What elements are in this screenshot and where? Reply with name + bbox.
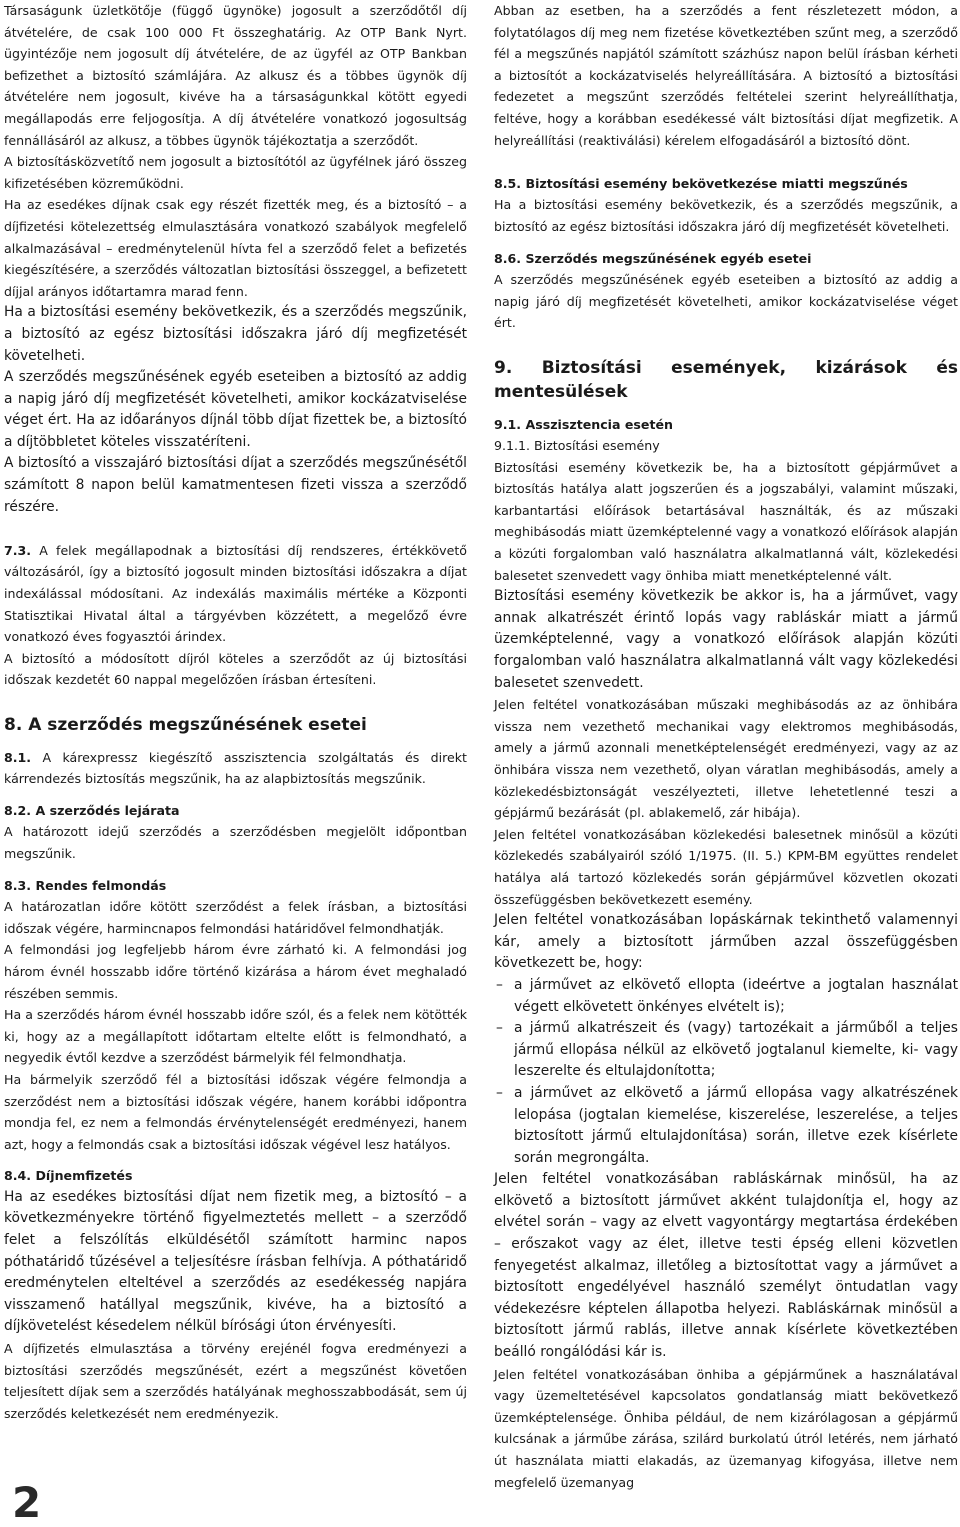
section-8-1-number: 8.1.: [4, 749, 32, 765]
paragraph-refund: A biztosító a visszajáró biztosítási díjat a szerződés megszűnésétől számított 8 napon belül kamatmentesen fizeti vissza a szerződő részére.: [4, 455, 467, 515]
section-8-3-heading: 8.3. Rendes felmondás: [4, 877, 167, 893]
section-8-4-paragraph-2: A díjfizetés elmulasztása a törvény erejénél fogva eredményezi a biztosítási szerződés megszűnését, ezért a megszűnést követően teljesített díjak sem a szerződés hatályának meghosszabbodását, sem új szerződés keletkezését nem eredményezik.: [4, 1341, 467, 1421]
left-column: [4, 0, 467, 1424]
section-8-2-heading: 8.2. A szerződés lejárata: [4, 802, 180, 818]
page-number: 2: [12, 1478, 42, 1527]
section-8-5-heading: 8.5. Biztosítási esemény bekövetkezése miatti megszűnés: [494, 175, 908, 191]
section-8-2-text: A határozott idejű szerződés a szerződésben megjelölt időpontban megszűnik.: [4, 824, 467, 861]
section-8-5-text: Ha a biztosítási esemény bekövetkezik, és a szerződés megszűnik, a biztosító az egész biztosítási időszakra járó díj megfizetését követelheti.: [494, 197, 958, 234]
section-9-1-heading: 9.1. Asszisztencia esetén: [494, 416, 673, 432]
list-item: – a járművet az elkövető a jármű ellopása vagy alkatrészének lelopása (jogtalan kiemelése, kiszerelése, leszerelése, a teljes biztosított jármű eltulajdonítása) során, illetve ezek kísérlete során megrongálta.: [494, 1083, 958, 1169]
section-9-1-1-paragraph-3: Jelen feltétel vonatkozásában műszaki meghibásodás az az önhibára vissza nem vezethető mechanikai vagy elektromos meghibásodás, amely a jármű azonnali menetképtelenségét eredményezi, vagy az az önhibára vissza nem vezethető, olyan váratlan meghibásodás, amely a közlekedésbiztonságát veszélyezteti, illetve lehetetlenné teszi a gépjármű bezárását (pl. ablakemelő, zár hibája).: [494, 697, 958, 821]
paragraph-insured-event: Ha a biztosítási esemény bekövetkezik, és a szerződés megszűnik, a biztosító az egész biztosítási időszakra járó díj megfizetését követelheti.: [4, 304, 467, 364]
section-8-3-paragraph-2: A felmondási jog legfeljebb három évre zárható ki. A felmondási jog három évnél hosszabb időre történő kizárása a három évet meghaladó részében semmis.: [4, 942, 467, 1001]
paragraph-reactivation: Abban az esetben, ha a szerződés a fent részletezett módon, a folytatólagos díj meg nem fizetése következtében szűnt meg, a szerződő fél a megszűnés napjától számított százhúsz napon belül írásban kérheti a biztosítót a kockázatviselés helyreállítására. A biztosító a biztosítási fedezetet a megszűnt szerződés feltételei szerint helyreállíthatja, feltéve, hogy a korábban esedékessé vált biztosítási díjat megfizetik. A helyreállítási (reaktiválási) kérelem elfogadásáról a biztosító dönt.: [494, 3, 958, 148]
theft-damage-list: [494, 975, 958, 1169]
section-8-1: [4, 747, 467, 790]
paragraph-intermediary: A biztosításközvetítő nem jogosult a biztosítótól az ügyfélnek járó összeg kifizetésében közreműködni.: [4, 154, 467, 191]
section-7-3-paragraph-2: A biztosító a módosított díjról köteles a szerződőt az új biztosítási időszak kezdetét 60 nappal megelőzően írásban értesíteni.: [4, 650, 467, 688]
section-8-3-paragraph-1: A határozatlan időre kötött szerződést a felek írásban, a biztosítási időszak végére, harmincnapos felmondási határidővel felmondhatják.: [4, 899, 467, 936]
section-9-1-1-paragraph-4: Jelen feltétel vonatkozásában közlekedési balesetnek minősül a közúti közlekedés szabályairól szóló 1/1975. (II. 5.) KPM-BM együttes rendelet hatálya alá tartozó közlekedés során gépjárművel közvetlen okozati összefüggésben bekövetkezett esemény.: [494, 826, 958, 907]
section-9-1-1-paragraph-7: Jelen feltétel vonatkozásában önhiba a gépjárműnek a használatával vagy üzemeltetésével kapcsolatos gondatlanság miatt bekövetkező üzemképtelensége. Önhiba például, de nem kizárólagosan a gépjármű kulcsának a járműbe zárása, szilárd burkolatú útról letérés, nem járható út használata miatti elakadás, az üzemanyag kifogyása, illetve nem megfelelő üzemanyag: [494, 1366, 958, 1490]
section-8-1-text: A kárexpressz kiegészítő asszisztencia szolgáltatás és direkt kárrendezés biztosítás megszűnik, ha az alapbiztosítás megszűnik.: [4, 749, 467, 787]
section-9-1-1-heading: 9.1.1. Biztosítási esemény: [494, 438, 660, 454]
section-8-4-paragraph-1: Ha az esedékes biztosítási díjat nem fizetik meg, a biztosító – a következményekre történő figyelmeztetés mellett – a szerződő felet a felszólítás elküldésétől számított harminc napos póthatáridő tűzésével a teljesítésre írásban felhívja. A póthatáridő eredménytelen elteltével a szerződés az esedékesség napjára visszamenő hatállyal megszűnik, kivéve, ha a biztosító a díjkövetelést késedelem nélkül bírósági úton érvényesíti.: [4, 1188, 467, 1335]
paragraph-other-termination: A szerződés megszűnésének egyéb eseteiben a biztosító az addig a napig járó díj megfizetését követelheti, amikor kockázatviselése véget ért. Ha az időarányos díjnál több díjat fizettek be, a biztosító a díjtöbbletet köteles visszatéríteni.: [4, 369, 467, 450]
section-8-3-paragraph-4: Ha bármelyik szerződő fél a biztosítási időszak végére felmondja a szerződést nem a biztosítási időszak végére, hanem korábbi időpontra mondja fel, ez nem a felmondás érvénytelenségét eredményezi, hanem azt, hogy a felmondás csak a biztosítási időszak végével lesz hatályos.: [4, 1071, 467, 1152]
section-7-3: [4, 540, 467, 648]
paragraph-partial-payment: Ha az esedékes díjnak csak egy részét fizették meg, és a biztosító – a díjfizetési kötelezettség elmulasztására vonatkozó szabályok megfelelő alkalmazásával – eredménytelenül hívta fel a szerződő felet a befizetés kiegészítésére, a szerződés változatlan biztosítási összeggel, a befizetett díjjal arányos időtartamra marad fenn.: [4, 197, 467, 299]
list-item: – a jármű alkatrészeit és (vagy) tartozékait a járműből a teljes jármű ellopása nélkül az elkövető jogtalanul kiemelte, ki- vagy leszerelte és eltulajdonította;: [494, 1018, 958, 1083]
section-8-6-text: A szerződés megszűnésének egyéb eseteiben a biztosító az addig a napig járó díj megfizetését követelheti, amikor kockázatviselése véget ért.: [494, 272, 958, 331]
list-item: – a járművet az elkövető ellopta (ideértve a jogtalan használat végett elkövetett önkényes elvételt is);: [494, 975, 958, 1018]
section-9-1-1-paragraph-5: Jelen feltétel vonatkozásában lopáskárnak tekinthető valamennyi kár, amely a biztosított járműben azzal összefüggésben következett be, hogy:: [494, 912, 958, 972]
page-number-box: [0, 1472, 76, 1526]
section-8-heading: 8. A szerződés megszűnésének esetei: [4, 714, 367, 735]
section-8-6-heading: 8.6. Szerződés megszűnésének egyéb esetei: [494, 250, 812, 266]
section-9-1-1-paragraph-2: Biztosítási esemény következik be akkor is, ha a járművet, vagy annak alkatrészét érintő lopás vagy rabláskár miatt a jármű üzemképtelenné, vagy a vonatkozó előírások alapján közúti forgalomban való használatra alkalmatlanná vált vagy közlekedési balesetet szenvedett.: [494, 588, 958, 691]
section-8-4-heading: 8.4. Díjnemfizetés: [4, 1168, 133, 1184]
paragraph-broker-fee: Társaságunk üzletkötője (függő ügynöke) jogosult a szerződőtől díj átvételére, de csak 100 000 Ft összeghatárig. Az OTP Bank Nyrt. ügyintézője nem jogosult díj átvételére, de az ügyfél az OTP Bankban befizethet a biztosító számlájára. Az alkusz és a többes ügynök díj átvételére nem jogosult, kivéve ha a társaságunkkal kötött egyedi megállapodás erre feljogosítja. A díj átvételére vonatkozó jogosultság fennállásáról az alkusz, a többes ügynök tájékoztatja a szerződőt.: [4, 3, 467, 148]
section-7-3-number: 7.3.: [4, 542, 32, 558]
section-9-1-1-paragraph-1: Biztosítási esemény következik be, ha a biztosított gépjárművet a biztosítás hatálya alatt jogszerűen és a jogszabályi, valamint műszaki, karbantartási előírások betartásával használták, és az műszaki meghibásodás miatt üzemképtelenné vagy a vonatkozó előírások alapján a közúti forgalomban való használatra alkalmatlanná vált, közlekedési balesetet szenvedett vagy önhiba miatt menetképtelenné vált.: [494, 459, 958, 583]
section-9-heading: 9. Biztosítási események, kizárások és mentesülések: [494, 357, 958, 402]
right-column: [494, 0, 958, 1493]
section-9-1-1-paragraph-6: Jelen feltétel vonatkozásában rabláskárnak minősül, ha az elkövető a biztosított járművet akként tulajdonítja el, hogy az elvétel során – vagy az elvett vagyontárgy megtartása érdekében – erőszakot vagy az élet, illetve testi épség elleni közvetlen fenyegetést alkalmaz, illetőleg a biztosítottat vagy a járművet a biztosított engedélyével használó személyt öntudatlan vagy védekezésre képtelen állapotba helyezi. Rabláskárnak minősül a biztosított jármű rablás, illetve annak kísérlete következtében beálló rongálódási kár is.: [494, 1171, 958, 1361]
section-7-3-text: A felek megállapodnak a biztosítási díj rendszeres, értékkövető változásáról, így a biztosító jogosult minden biztosítási időszakra a díjat indexálással módosítani. Az indexálás maximális mértéke a Központi Statisztikai Hivatal által a tárgyévben közzétett, a megelőző évre vonatkozó éves fogyasztói árindex.: [4, 542, 467, 645]
section-8-3-paragraph-3: Ha a szerződés három évnél hosszabb időre szól, és a felek nem kötötték ki, hogy az a megállapított időtartam eltelte előtt is felmondható, a negyedik évtől kezdve a szerződést bármelyik fél felmondhatja.: [4, 1007, 467, 1066]
